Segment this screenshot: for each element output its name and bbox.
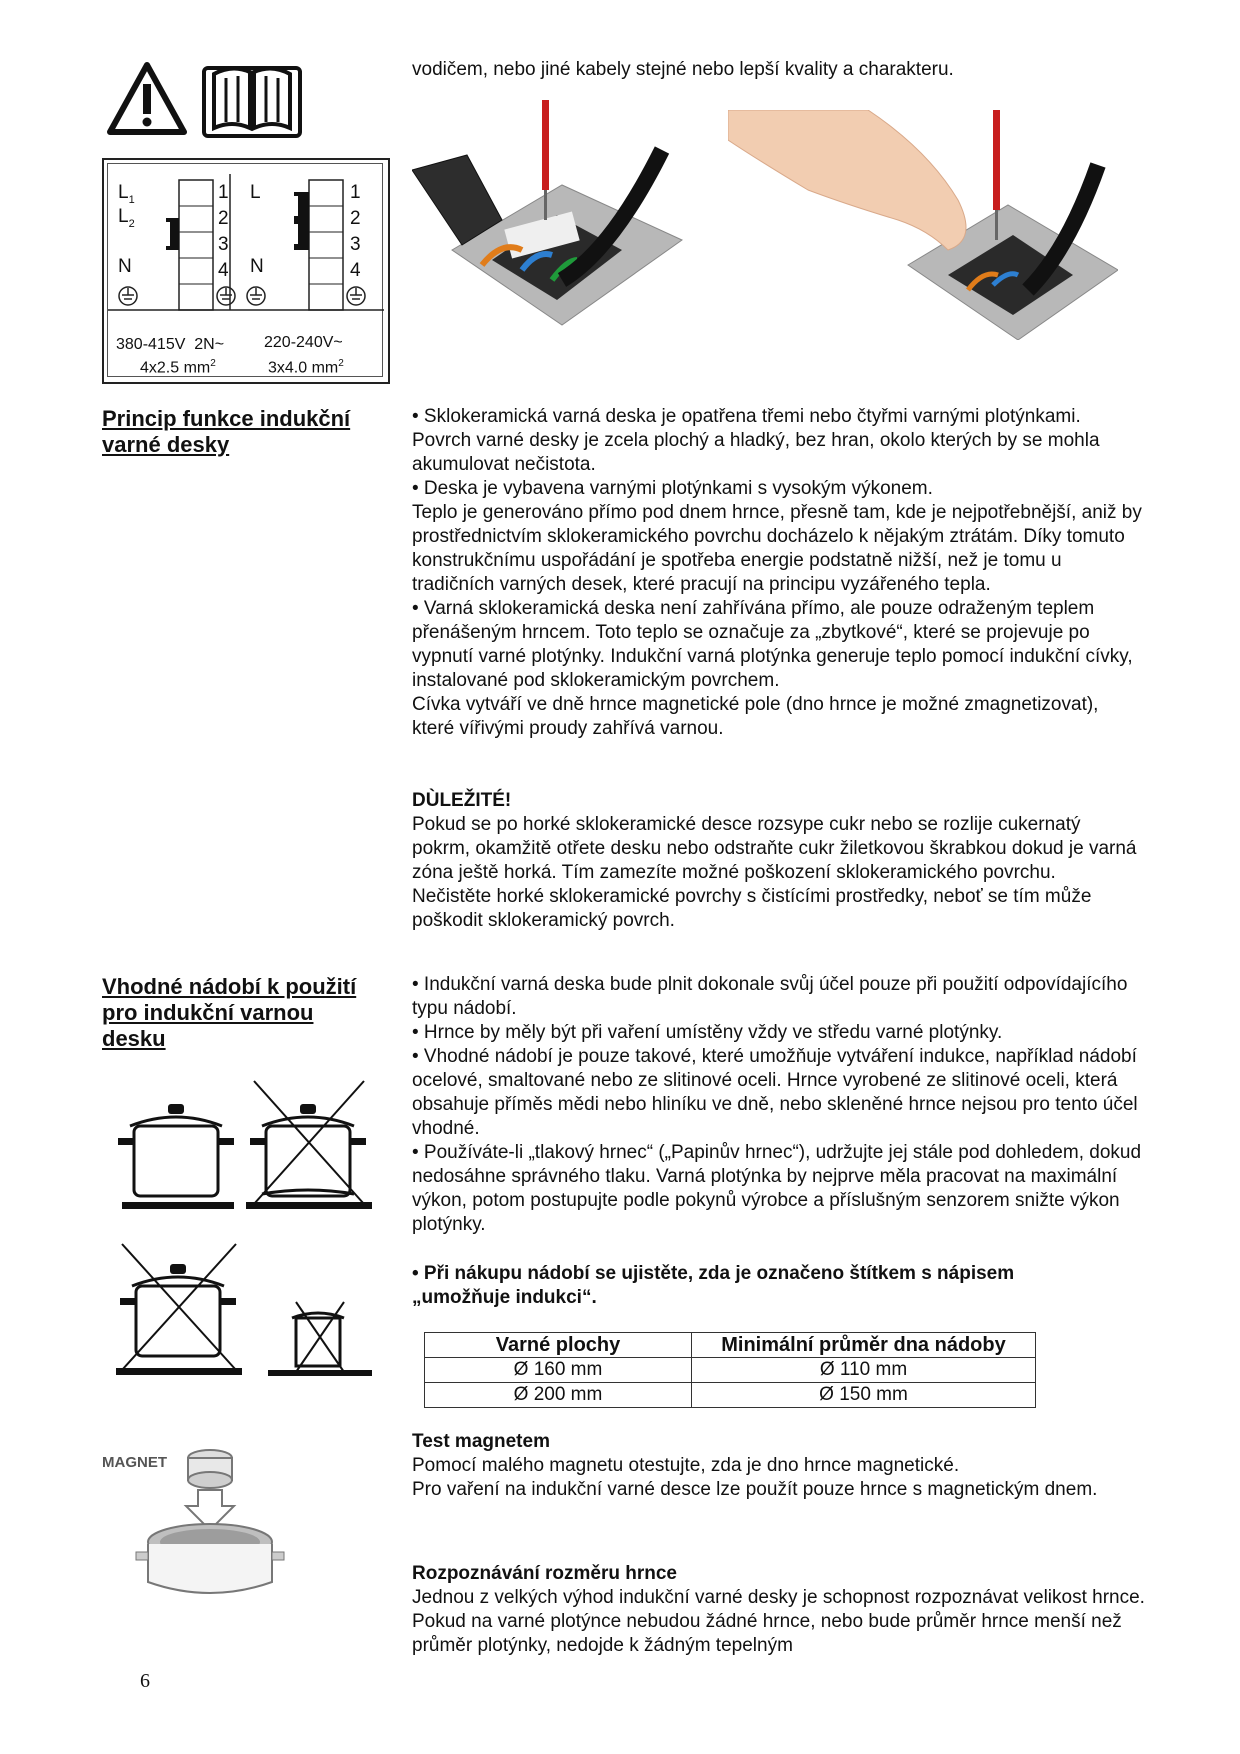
magnet-test-illustration: [130, 1444, 290, 1604]
pot-wrong-large-icon: [114, 1240, 244, 1380]
magnet-block: [412, 1430, 1147, 1502]
voltage-right: 220-240V: [264, 334, 334, 351]
magnet-paragraph: Pomocí malého magnetu otestujte, zda je dno hrnce magnetické.: [412, 1455, 960, 1476]
label-l2-sub: 2: [128, 217, 135, 230]
terminal-block-illustration-2: [728, 110, 1118, 340]
magnet-paragraph: Pro vaření na indukční varné desce lze použít pouze hrnce s magnetickým dnem.: [412, 1479, 1098, 1500]
cookware-paragraph: • Indukční varná deska bude plnit dokonale svůj účel pouze při použití odpovídajícího typu nádobí.: [412, 974, 1128, 1019]
recognition-text: Jednou z velkých výhod indukční varné desky je schopnost rozpoznávat velikost hrnce. Pokud na varné plotýnce nebudou žádné hrnce, nebo bude průměr hrnce menší než průměr plotýnky, nedojde k žádným tepelným: [412, 1587, 1145, 1656]
cookware-paragraph: • Hrnce by měly být při vaření umístěny vždy ve středu varné plotýnky.: [412, 1022, 1003, 1043]
label-n-right: N: [250, 256, 264, 277]
tilde-left: ~: [214, 336, 225, 353]
principle-paragraph: • Deska je vybavena varnými plotýnkami s vysokým výkonem.: [412, 478, 933, 499]
important-paragraph: Pokud se po horké sklokeramické desce rozsype cukr nebo se rozlije cukernatý pokrm, okamžitě otřete desku nebo odstraňte cukr žiletkovou škrabkou dokud je varná zóna ještě horká. Tím zamezíte možné poškození sklokeramického povrchu.: [412, 814, 1137, 883]
principle-heading-line1: Princip funkce indukční: [102, 406, 351, 431]
cookware-heading-line3: desku: [102, 1026, 166, 1051]
important-block: [412, 789, 1142, 933]
cable-left-sup: 2: [210, 358, 216, 369]
cable-right-sup: 2: [338, 358, 344, 369]
table-header: Minimální průměr dna nádoby: [692, 1333, 1036, 1358]
label-l-right: L: [250, 182, 261, 203]
cable-right: 3x4.0 mm: [268, 359, 339, 377]
cookware-paragraph: • Vhodné nádobí je pouze takové, které umožňuje vytváření indukce, například nádobí ocelové, smaltované nebo ze slitinové oceli. Hrnce vyrobené ze slitinové oceli, která obsahuje příměs mědi nebo hliníku ve dně, nebo skleněné hrnce nejsou pro tento účel vhodné.: [412, 1046, 1138, 1139]
principle-paragraph: • Sklokeramická varná deska je opatřena třemi nebo čtyřmi varnými plotýnkami. Povrch varné desky je zcela plochý a hladký, bez hran, okolo kterých by se mohla akumulovat nečistota.: [412, 406, 1100, 475]
cookware-heading-line2: pro indukční varnou: [102, 1000, 314, 1025]
recognition-block: [412, 1562, 1147, 1658]
table-cell: Ø 200 mm: [425, 1383, 692, 1408]
warning-triangle-icon: [106, 60, 188, 138]
table-cell: Ø 110 mm: [692, 1358, 1036, 1383]
table-row: [425, 1383, 1036, 1408]
open-book-icon: [202, 58, 302, 140]
principle-heading-line2: varné desky: [102, 432, 230, 457]
table-header: Varné plochy: [425, 1333, 692, 1358]
label-l2: L: [118, 206, 129, 227]
principle-paragraph: Cívka vytváří ve dně hrnce magnetické pole (dno hrnce je možné zmagnetizovat), které vířivými proudy zahřívá varnou.: [412, 694, 1099, 739]
important-paragraph: Nečistěte horké sklokeramické povrchy s čistícími prostředky, neboť se tím může poškodit sklokeramický povrch.: [412, 886, 1092, 931]
terminal-right-1: 1: [350, 182, 361, 203]
important-title: DÙLEŽITÉ!: [412, 790, 512, 811]
table-cell: Ø 150 mm: [692, 1383, 1036, 1408]
pot-correct-icon: [118, 1096, 238, 1216]
wiring-diagram: [102, 158, 390, 384]
label-n-left: N: [118, 256, 132, 277]
principle-paragraph: • Varná sklokeramická deska není zahřívána přímo, ale pouze odraženým teplem přenášeným hrncem. Toto teplo se označuje za „zbytkové“, které se projevuje po vypnutí varné plotýnky. Indukční varná plotýnka generuje teplo pomocí indukční cívky, instalované pod sklokeramickým povrchem.: [412, 598, 1133, 691]
table-cell: Ø 160 mm: [425, 1358, 692, 1383]
magnet-label: MAGNET: [102, 1454, 167, 1471]
tilde-right: ~: [333, 334, 343, 351]
page-number: 6: [140, 1670, 150, 1692]
terminal-right-3: 3: [350, 234, 361, 255]
terminal-left-4: 4: [218, 260, 229, 281]
pot-wrong-small-icon: [268, 1296, 372, 1380]
top-text: vodičem, nebo jiné kabely stejné nebo lepší kvality a charakteru.: [412, 59, 954, 80]
table-row: [425, 1358, 1036, 1383]
cookware-body: [412, 973, 1147, 1237]
table-header-row: [425, 1333, 1036, 1358]
terminal-right-2: 2: [350, 208, 361, 229]
cookware-table: [424, 1332, 1036, 1408]
principle-heading: [102, 406, 372, 458]
terminal-right-4: 4: [350, 260, 361, 281]
principle-body: [412, 405, 1142, 741]
voltage-left: 380-415V 2N: [116, 336, 215, 353]
label-l1: L: [118, 182, 129, 203]
cookware-heading: [102, 974, 392, 1052]
recognition-title: Rozpoznávání rozměru hrnce: [412, 1563, 677, 1584]
terminal-left-1: 1: [218, 182, 229, 203]
terminal-left-3: 3: [218, 234, 229, 255]
cable-left: 4x2.5 mm: [140, 359, 211, 377]
terminal-left-2: 2: [218, 208, 229, 229]
terminal-block-illustration-1: [412, 100, 702, 335]
pot-wrong-icon: [244, 1076, 374, 1216]
label-l1-sub: 1: [128, 193, 135, 206]
cookware-bold-note: • Při nákupu nádobí se ujistěte, zda je označeno štítkem s nápisem „umožňuje indukci“.: [412, 1263, 1015, 1308]
cookware-heading-line1: Vhodné nádobí k použití: [102, 974, 357, 999]
cookware-paragraph: • Používáte-li „tlakový hrnec“ („Papinův hrnec“), udržujte jej stále pod dohledem, dokud nedosáhne správného tlaku. Varná plotýnka by nejprve měla pracovat na maximální výkon, potom postupujte podle pokynů výrobce a příslušným senzorem snižte výkon plotýnky.: [412, 1142, 1142, 1235]
magnet-title: Test magnetem: [412, 1431, 550, 1452]
principle-paragraph: Teplo je generováno přímo pod dnem hrnce, přesně tam, kde je nejpotřebnější, aniž by prostřednictvím sklokeramického povrchu docházelo k nějakým ztrátám. Díky tomuto konstrukčnímu uspořádání je spotřeba energie podstatně nižší, než je tomu u tradičních varných desek, které pracují na principu vyzářeného tepla.: [412, 502, 1142, 595]
